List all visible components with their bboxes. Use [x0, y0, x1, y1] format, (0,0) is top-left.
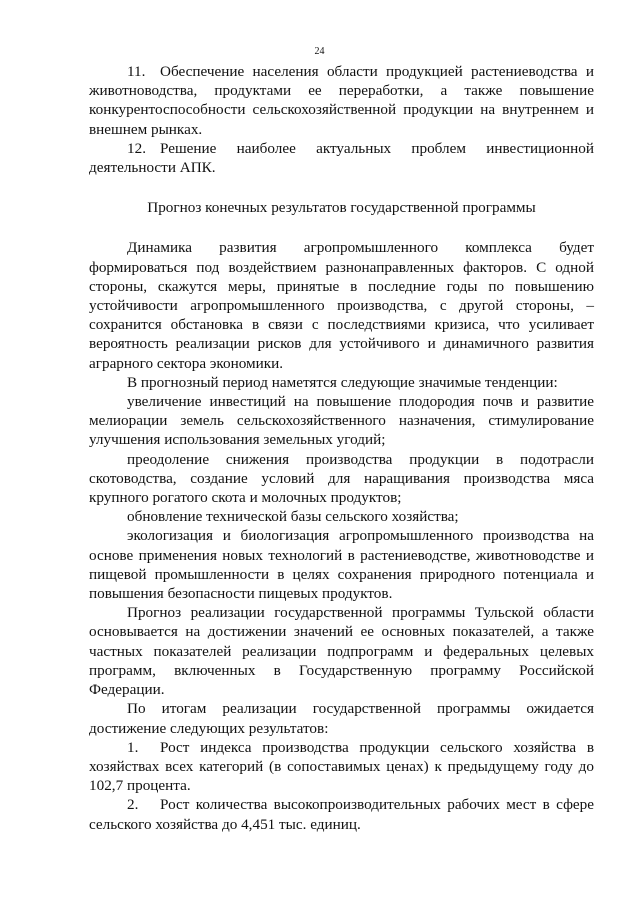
paragraph-dynamics: Динамика развития агропромышленного комплекса будет формироваться под воздействием разнонаправленных факторов. С одной стороны, скажутся меры, принятые в последние годы по повышению устойчивости агропромышленного производства, с другой стороны, – сохранится обстановка в связи с последствиями кризиса, что усиливает вероятность реализации рисков для устойчивого и динамичного развития аграрного сектора экономики.	[89, 239, 594, 372]
paragraph-trend-livestock: преодоление снижения производства продукции в подотрасли скотоводства, создание условий для наращивания производства мяса крупного рогатого скота и молочных продуктов;	[89, 450, 594, 507]
result-item-text: Рост количества высокопроизводительных рабочих мест в сфере сельского хозяйства до 4,451 тыс. единиц.	[89, 796, 594, 833]
result-item-text: Рост индекса производства продукции сельского хозяйства в хозяйствах всех категорий (в сопоставимых ценах) к предыдущему году до 102,7 процента.	[89, 738, 594, 795]
paragraph-forecast: Прогноз реализации государственной программы Тульской области основывается на достижении значений ее основных показателей, а также частных показателей реализации подпрограмм и федеральных целевых программ, включенных в Государственную программу Российской Федерации.	[89, 604, 594, 699]
paragraph-trend-technical-base: обновление технической базы сельского хозяйства;	[127, 508, 459, 526]
list-item-text: Решение наиболее актуальных проблем инвестиционной деятельности АПК.	[89, 139, 594, 177]
list-item-text: Обеспечение населения области продукцией растениеводства и животноводства, продуктами ее переработки, а также повышение конкурентоспособности сельскохозяйственной продукции на внутреннем и внешнем рынках.	[89, 63, 594, 138]
paragraph-trend-ecology: экологизация и биологизация агропромышленного производства на основе применения новых технологий в растениеводстве, животноводстве и пищевой промышленности в целях сохранения природного потенциала и повышения безопасности пищевых продуктов.	[89, 527, 594, 603]
section-title: Прогноз конечных результатов государственной программы	[147, 199, 536, 217]
result-item-number: 2.	[127, 796, 139, 814]
document-body	[89, 62, 594, 834]
list-item-number: 12.	[127, 139, 146, 157]
result-item-1	[89, 738, 594, 796]
list-item-12	[89, 139, 594, 177]
paragraph-trend-investment: увеличение инвестиций на повышение плодородия почв и развитие мелиорации земель сельскохозяйственного назначения, стимулирование улучшения использования земельных угодий;	[89, 393, 594, 449]
page-number: 24	[314, 46, 325, 57]
result-item-number: 1.	[127, 738, 139, 756]
list-item-11	[89, 62, 594, 139]
paragraph-trends-intro: В прогнозный период наметятся следующие значимые тенденции:	[127, 373, 558, 391]
paragraph-results-intro: По итогам реализации государственной программы ожидается достижение следующих результатов:	[89, 700, 594, 737]
list-item-number: 11.	[127, 63, 146, 80]
result-item-2	[89, 795, 594, 833]
